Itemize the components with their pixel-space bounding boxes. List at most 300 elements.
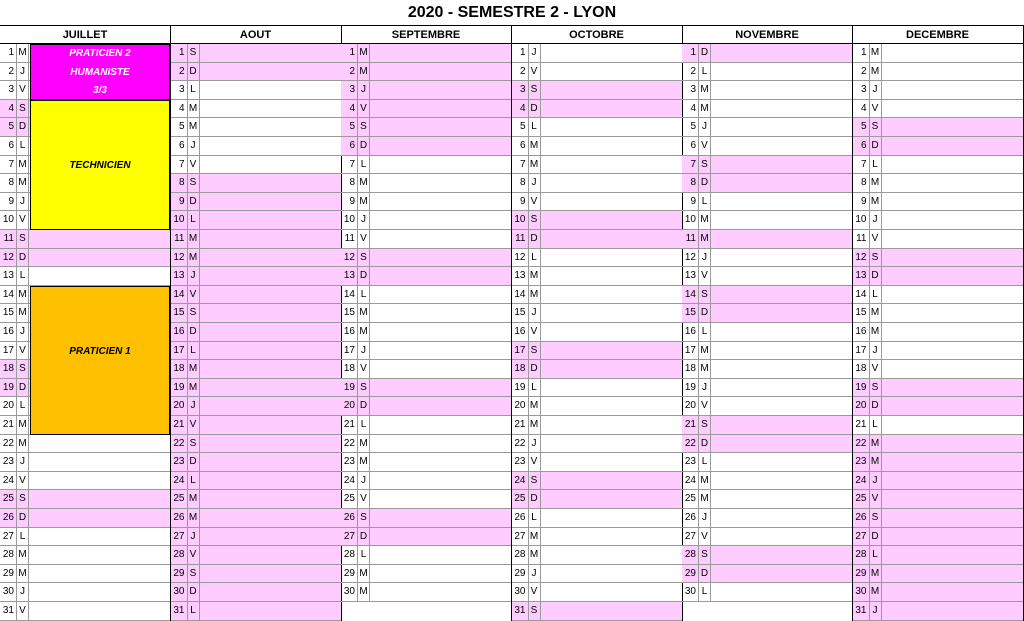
day-cell (370, 211, 511, 229)
day-cell (882, 397, 1023, 415)
day-cell (370, 583, 511, 601)
day-row (341, 304, 511, 323)
day-number: 28 (682, 546, 699, 564)
day-row (512, 583, 682, 602)
day-number: 16 (171, 323, 188, 341)
day-row (0, 509, 170, 528)
day-row (171, 100, 341, 119)
day-letter: J (699, 509, 711, 527)
day-cell (711, 118, 852, 136)
day-letter: D (699, 44, 711, 62)
day-row (512, 230, 682, 249)
day-cell (200, 249, 341, 267)
day-letter: V (188, 286, 200, 304)
day-letter: J (17, 323, 29, 341)
day-cell (882, 156, 1023, 174)
day-number: 31 (853, 602, 870, 620)
day-row (171, 44, 341, 63)
day-row (341, 156, 511, 175)
day-cell (200, 174, 341, 192)
day-row (171, 286, 341, 305)
day-row (853, 546, 1023, 565)
day-letter: M (17, 546, 29, 564)
day-cell (711, 342, 852, 360)
day-letter: L (188, 342, 200, 360)
day-row (853, 230, 1023, 249)
day-cell (541, 304, 682, 322)
day-cell (541, 118, 682, 136)
day-number: 25 (341, 490, 358, 508)
day-cell (541, 528, 682, 546)
day-number: 11 (682, 230, 699, 248)
day-letter: S (699, 416, 711, 434)
day-cell (711, 509, 852, 527)
day-letter: L (188, 211, 200, 229)
day-letter: J (699, 118, 711, 136)
day-cell (200, 565, 341, 583)
day-number: 12 (171, 249, 188, 267)
day-cell (711, 435, 852, 453)
day-letter: J (529, 435, 541, 453)
day-number: 27 (682, 528, 699, 546)
day-letter: S (17, 360, 29, 378)
day-cell (29, 435, 170, 453)
day-number: 19 (171, 379, 188, 397)
day-row (341, 286, 511, 305)
day-row (512, 44, 682, 63)
day-letter: M (529, 286, 541, 304)
day-letter: L (870, 546, 882, 564)
month-header: AOUT (171, 25, 341, 44)
day-number: 10 (682, 211, 699, 229)
day-letter: J (17, 193, 29, 211)
day-row (341, 174, 511, 193)
day-row (171, 118, 341, 137)
day-cell (711, 472, 852, 490)
day-number: 14 (512, 286, 529, 304)
day-number: 6 (0, 137, 17, 155)
day-letter: V (870, 490, 882, 508)
day-number: 24 (171, 472, 188, 490)
day-row (341, 118, 511, 137)
day-number: 23 (0, 453, 17, 471)
day-cell (370, 267, 511, 285)
day-letter: S (358, 379, 370, 397)
day-row (171, 565, 341, 584)
day-row (512, 211, 682, 230)
day-cell (882, 323, 1023, 341)
day-cell (711, 63, 852, 81)
day-row (341, 397, 511, 416)
day-number: 1 (682, 44, 699, 62)
day-number: 28 (341, 546, 358, 564)
day-row (853, 490, 1023, 509)
day-letter: M (870, 44, 882, 62)
day-row (512, 249, 682, 268)
day-number: 21 (853, 416, 870, 434)
day-letter: V (529, 323, 541, 341)
training-block-magenta (30, 44, 170, 100)
day-row (682, 435, 852, 454)
day-cell (541, 323, 682, 341)
day-cell (200, 472, 341, 490)
day-cell (370, 435, 511, 453)
day-cell (711, 44, 852, 62)
day-letter: L (870, 156, 882, 174)
day-letter: M (529, 546, 541, 564)
day-letter: M (529, 267, 541, 285)
day-row (853, 528, 1023, 547)
day-letter: D (358, 267, 370, 285)
day-number: 16 (682, 323, 699, 341)
day-cell (370, 249, 511, 267)
day-number: 27 (853, 528, 870, 546)
day-row (341, 230, 511, 249)
day-row (512, 193, 682, 212)
day-row (682, 490, 852, 509)
block-label: PRATICIEN 2 (69, 48, 131, 59)
day-cell (711, 490, 852, 508)
day-row (512, 453, 682, 472)
day-letter: M (358, 453, 370, 471)
day-row (341, 546, 511, 565)
day-number: 12 (341, 249, 358, 267)
day-cell (29, 528, 170, 546)
day-cell (200, 100, 341, 118)
day-cell (711, 397, 852, 415)
day-cell (200, 360, 341, 378)
day-cell (541, 435, 682, 453)
day-letter: V (870, 100, 882, 118)
day-cell (370, 193, 511, 211)
day-row (0, 230, 170, 249)
day-letter: D (529, 490, 541, 508)
day-number: 25 (171, 490, 188, 508)
day-number: 8 (512, 174, 529, 192)
day-letter: M (529, 397, 541, 415)
day-row (171, 81, 341, 100)
day-row (341, 528, 511, 547)
day-cell (541, 509, 682, 527)
day-letter: M (358, 304, 370, 322)
day-row (171, 323, 341, 342)
day-number: 4 (512, 100, 529, 118)
day-row (171, 211, 341, 230)
day-cell (200, 435, 341, 453)
day-letter: J (17, 583, 29, 601)
day-cell (541, 211, 682, 229)
day-cell (541, 286, 682, 304)
day-number: 28 (853, 546, 870, 564)
day-cell (370, 118, 511, 136)
day-letter: D (188, 63, 200, 81)
day-cell (200, 81, 341, 99)
day-letter: D (699, 304, 711, 322)
day-letter: M (699, 342, 711, 360)
day-letter: S (188, 44, 200, 62)
month-column-decembre (853, 25, 1023, 621)
day-number: 1 (0, 44, 17, 62)
day-row (512, 267, 682, 286)
day-cell (200, 63, 341, 81)
day-number: 9 (853, 193, 870, 211)
day-number: 2 (512, 63, 529, 81)
day-cell (541, 137, 682, 155)
day-cell (882, 286, 1023, 304)
day-cell (541, 546, 682, 564)
day-number: 24 (682, 472, 699, 490)
day-cell (200, 267, 341, 285)
day-number: 18 (512, 360, 529, 378)
day-cell (711, 360, 852, 378)
day-row (512, 472, 682, 491)
day-cell (29, 490, 170, 508)
day-number: 18 (171, 360, 188, 378)
day-row (341, 565, 511, 584)
day-cell (370, 472, 511, 490)
day-cell (200, 546, 341, 564)
day-letter: S (529, 81, 541, 99)
day-number: 17 (341, 342, 358, 360)
day-letter: M (699, 490, 711, 508)
day-letter: M (17, 416, 29, 434)
day-row (0, 435, 170, 454)
day-letter: M (358, 435, 370, 453)
day-number: 12 (682, 249, 699, 267)
day-number: 19 (853, 379, 870, 397)
day-cell (541, 63, 682, 81)
day-letter: D (17, 118, 29, 136)
day-number: 22 (341, 435, 358, 453)
day-number: 14 (341, 286, 358, 304)
day-cell (541, 174, 682, 192)
day-letter: J (870, 81, 882, 99)
day-cell (711, 528, 852, 546)
day-number: 25 (0, 490, 17, 508)
day-cell (541, 379, 682, 397)
day-row (0, 249, 170, 268)
day-number: 20 (682, 397, 699, 415)
day-cell (711, 211, 852, 229)
day-row (171, 230, 341, 249)
day-cell (882, 342, 1023, 360)
day-number: 21 (0, 416, 17, 434)
day-row (171, 174, 341, 193)
day-row (682, 583, 852, 602)
day-cell (711, 583, 852, 601)
day-cell (200, 156, 341, 174)
day-cell (370, 286, 511, 304)
day-cell (29, 453, 170, 471)
day-row (512, 63, 682, 82)
day-row (682, 323, 852, 342)
day-number: 21 (341, 416, 358, 434)
day-letter: D (870, 267, 882, 285)
day-letter: V (188, 546, 200, 564)
day-letter: L (358, 156, 370, 174)
day-row (682, 63, 852, 82)
day-cell (370, 490, 511, 508)
day-number: 29 (171, 565, 188, 583)
day-cell (370, 546, 511, 564)
month-column-septembre (341, 25, 511, 621)
day-number: 3 (853, 81, 870, 99)
day-row (512, 342, 682, 361)
day-number: 1 (853, 44, 870, 62)
day-cell (370, 156, 511, 174)
day-letter: M (870, 304, 882, 322)
day-row (853, 360, 1023, 379)
day-row (512, 304, 682, 323)
day-letter: D (529, 230, 541, 248)
day-letter: J (699, 249, 711, 267)
day-number: 10 (853, 211, 870, 229)
day-letter: J (529, 565, 541, 583)
day-cell (200, 193, 341, 211)
day-row (512, 546, 682, 565)
day-letter: J (870, 342, 882, 360)
day-number: 5 (682, 118, 699, 136)
day-number: 17 (682, 342, 699, 360)
day-letter: S (358, 509, 370, 527)
day-number: 14 (853, 286, 870, 304)
block-label: TECHNICIEN (69, 159, 131, 171)
day-number: 4 (0, 100, 17, 118)
day-number: 3 (341, 81, 358, 99)
training-block-orange (30, 286, 170, 435)
day-number: 2 (853, 63, 870, 81)
day-number: 3 (171, 81, 188, 99)
day-number: 11 (853, 230, 870, 248)
day-cell (541, 472, 682, 490)
day-number: 20 (0, 397, 17, 415)
day-cell (541, 602, 682, 620)
day-number: 2 (341, 63, 358, 81)
day-number: 7 (512, 156, 529, 174)
day-cell (370, 397, 511, 415)
day-row (853, 267, 1023, 286)
day-number: 4 (682, 100, 699, 118)
day-cell (541, 360, 682, 378)
day-letter: J (17, 63, 29, 81)
day-letter: M (17, 286, 29, 304)
training-block-yellow (30, 100, 170, 230)
day-cell (541, 565, 682, 583)
day-row (341, 81, 511, 100)
day-row (171, 342, 341, 361)
day-cell (29, 565, 170, 583)
day-row (853, 602, 1023, 621)
day-number: 15 (0, 304, 17, 322)
day-letter: L (358, 286, 370, 304)
day-letter: D (188, 193, 200, 211)
day-letter: L (17, 528, 29, 546)
day-number: 26 (171, 509, 188, 527)
day-letter: J (358, 472, 370, 490)
day-letter: D (529, 100, 541, 118)
day-row (341, 44, 511, 63)
day-number: 7 (341, 156, 358, 174)
day-cell (200, 379, 341, 397)
day-number: 18 (341, 360, 358, 378)
day-row (512, 397, 682, 416)
day-number: 24 (0, 472, 17, 490)
day-letter: S (188, 304, 200, 322)
day-letter: L (529, 509, 541, 527)
block-label: 3/3 (93, 85, 107, 97)
day-row (0, 565, 170, 584)
day-cell (370, 453, 511, 471)
day-number: 25 (512, 490, 529, 508)
day-cell (200, 230, 341, 248)
day-row (171, 602, 341, 621)
day-row (853, 397, 1023, 416)
day-row (171, 528, 341, 547)
day-cell (711, 286, 852, 304)
day-row (853, 137, 1023, 156)
day-letter: J (188, 137, 200, 155)
day-row (682, 156, 852, 175)
day-cell (711, 546, 852, 564)
day-cell (711, 230, 852, 248)
day-cell (541, 81, 682, 99)
day-cell (29, 472, 170, 490)
day-letter: M (870, 63, 882, 81)
day-letter: L (699, 453, 711, 471)
day-cell (882, 249, 1023, 267)
day-cell (29, 249, 170, 267)
day-letter: M (699, 100, 711, 118)
day-cell (882, 583, 1023, 601)
day-cell (882, 416, 1023, 434)
month-column-octobre (512, 25, 682, 621)
day-letter: M (699, 360, 711, 378)
day-letter: J (529, 44, 541, 62)
day-cell (370, 81, 511, 99)
day-number: 17 (853, 342, 870, 360)
day-row (171, 472, 341, 491)
day-letter: M (870, 193, 882, 211)
month-column-novembre (682, 25, 852, 621)
day-cell (370, 416, 511, 434)
day-row (853, 583, 1023, 602)
day-row (682, 546, 852, 565)
day-letter: M (188, 509, 200, 527)
day-cell (370, 360, 511, 378)
day-number: 19 (682, 379, 699, 397)
day-letter: M (870, 453, 882, 471)
day-number: 11 (0, 230, 17, 248)
day-letter: M (699, 472, 711, 490)
day-letter: S (870, 118, 882, 136)
day-row (171, 63, 341, 82)
day-letter: D (699, 435, 711, 453)
day-number: 26 (341, 509, 358, 527)
day-row (341, 211, 511, 230)
day-letter: L (699, 583, 711, 601)
day-row (171, 546, 341, 565)
day-cell (882, 174, 1023, 192)
day-cell (711, 379, 852, 397)
day-letter: M (358, 583, 370, 601)
day-number: 9 (171, 193, 188, 211)
day-row (682, 509, 852, 528)
day-row (341, 137, 511, 156)
day-number: 9 (682, 193, 699, 211)
day-letter: J (17, 453, 29, 471)
day-row (512, 118, 682, 137)
day-letter: S (17, 490, 29, 508)
